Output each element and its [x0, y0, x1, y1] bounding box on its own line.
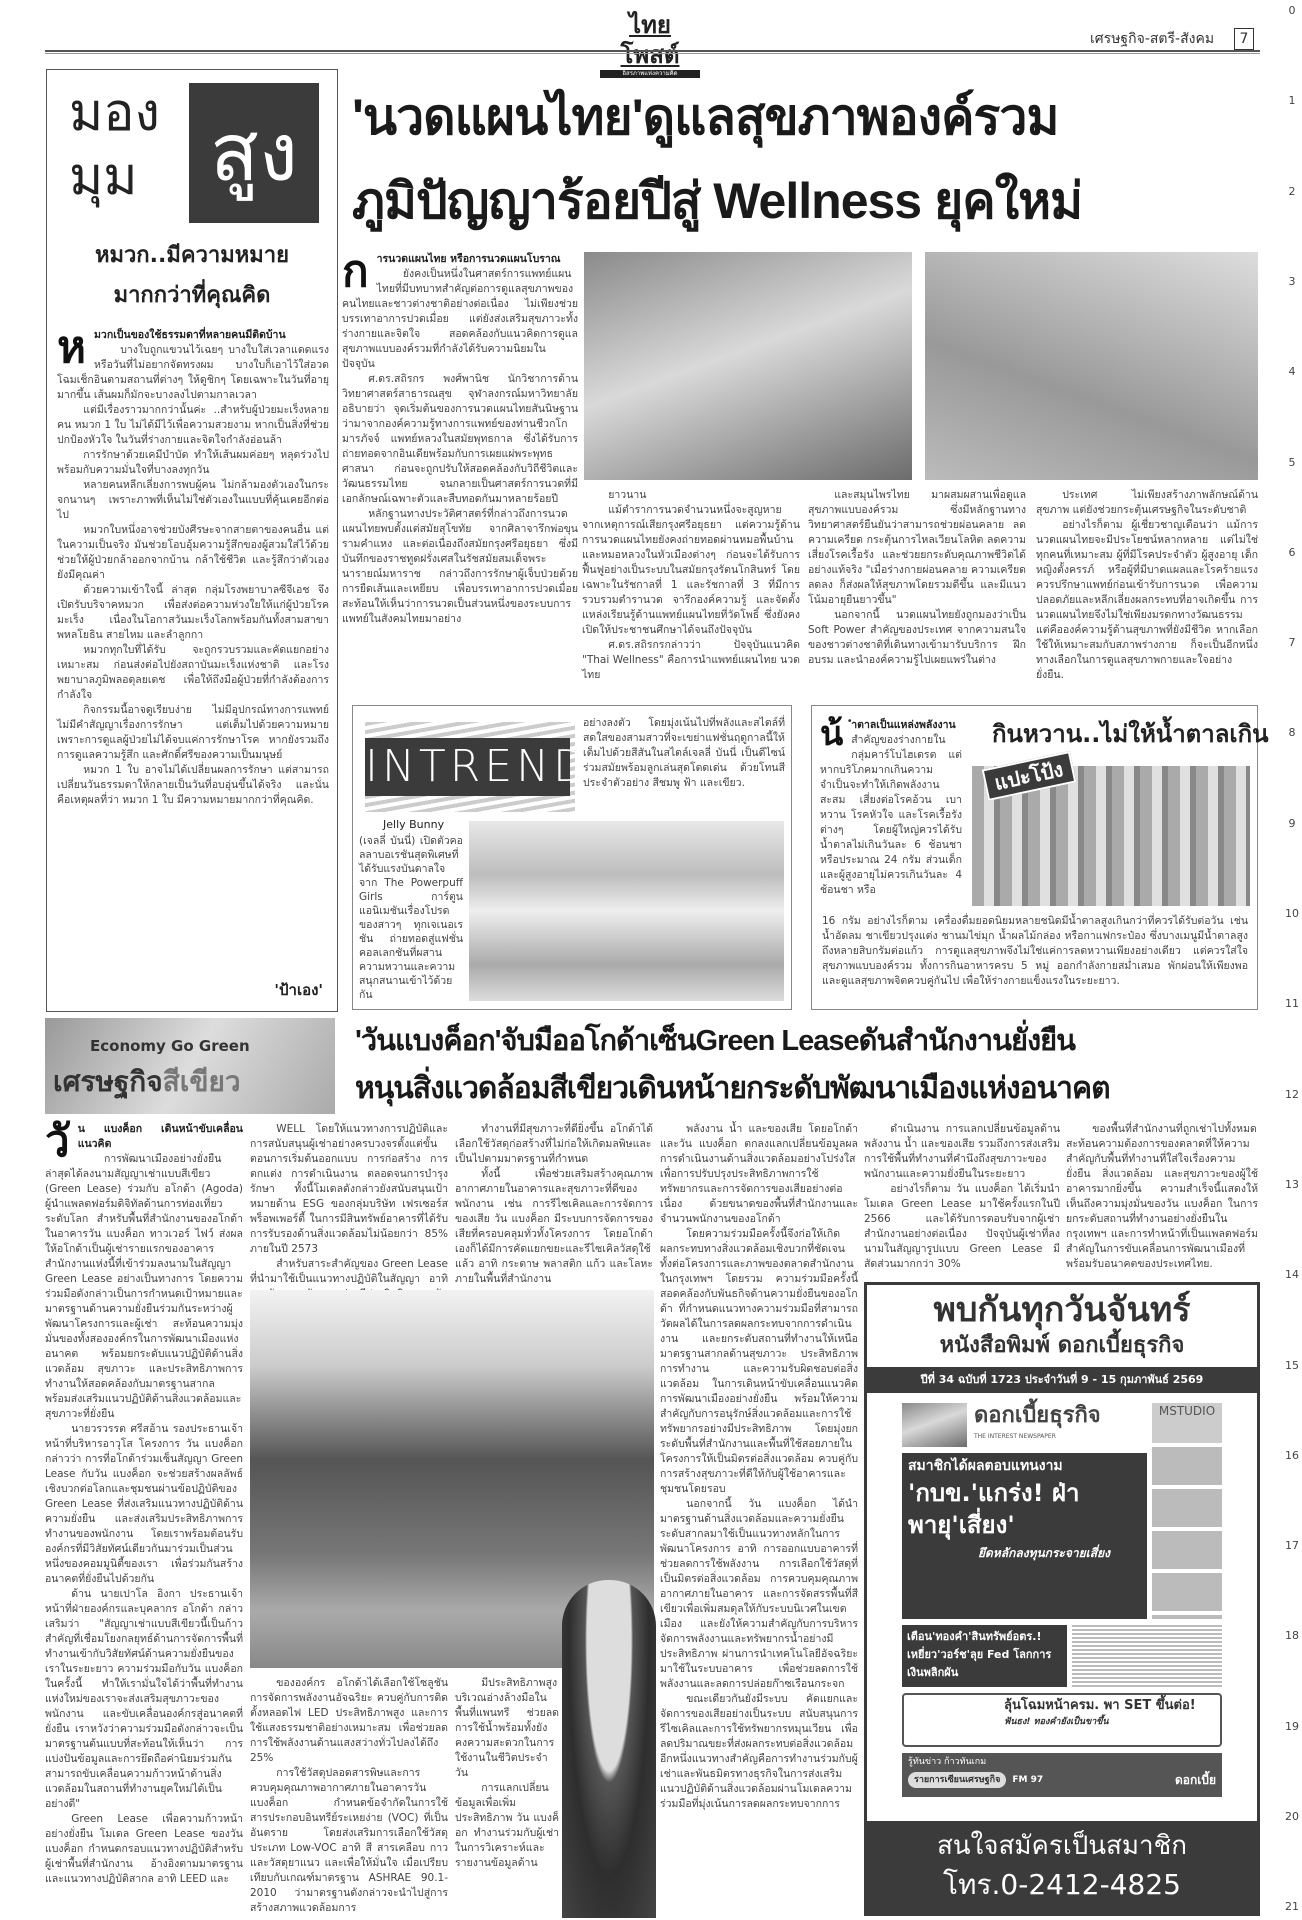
paragraph: อย่างไรก็ตาม วัน แบงค็อก ได้เริ่มนำโมเดล Green Lease มาใช้ครั้งแรกในปี 2566 และได้รับการตอบรับจากผู้เช่าสำนักงานอย่างต่อเนื่อง ปัจจุบันผู้เช่าที่ลงนามในสัญญารูปแบบ Green Lease มีสัดส่วนมากกว่า 30% [864, 1183, 1060, 1270]
ruler-mark: 10 [1285, 907, 1299, 920]
paragraphs [250, 1676, 448, 1916]
ruler-mark: 16 [1285, 1448, 1299, 1462]
paragraphs [808, 488, 1026, 668]
page-number: 7 [1234, 28, 1254, 50]
ruler-mark: 2 [1288, 184, 1296, 198]
paragraph: สำหรับสาระสำคัญของ Green Lease ที่นำมาใช้เป็นแนวทางปฏิบัติในสัญญา อาทิ [250, 1258, 448, 1285]
paragraph: ของพื้นที่สำนักงานที่ถูกเช่าไปทั้งหมด สะท้อนความต้องการของตลาดที่ให้ความสำคัญกับพื้นที่ทำงานที่ใส่ใจเรื่องความยั่งยืน สิ่งแวดล้อม และสุขภาวะของผู้ใช้อาคารมากยิ่งขึ้น ความสำเร็จนี้แสดงให้เห็นถึงความมุ่งมั่นของวัน แบงค็อก ในการยกระดับสถานที่ทำงานอย่างยั่งยืนในกรุงเทพฯ และการทำหน้าที่เป็นแพลตฟอร์มสำคัญในการขับเคลื่อนการพัฒนาเมืองที่พร้อมรับอนาคตของประเทศไทย. [1066, 1123, 1258, 1270]
ruler-mark: 4 [1288, 365, 1296, 379]
dokbia-subscription-ad[interactable]: พบกันทุกวันจันทร์ หนังสือพิมพ์ ดอกเบี้ยธุรกิจ ปีที่ 34 ฉบับที่ 1723 ประจำวันที่ 9 - 15 กุมภาพันธ์ 2569 ดอกเบี้ยธุรกิจ THE INTEREST NEWSPAPER MSTUDIO สมาชิกได้ผลตอบแทนงาม 'กบข.'แกร่ง! ฝ่าพายุ'เสี่ยง' ยึดหลักลงทุนกระจายเสี่ยง เตือน'ทองคำ'สินทรัพย์อตร.! เหยี่ยว'วอร์ช'ลุย Fed โลกการเงินพลิกผัน ลุ้นโฉมหน้าครม. พา SET ขึ้นต่อ! ฟันธง! ทองคำยังเป็นขาขึ้น รู้ทันข่าว ก้าวทันเกม รายการเซียนเศรษฐกิจ FM 97 ดอกเบี้ย สนใจสมัครเป็นสมาชิก โทร.0-2412-4825 [864, 1282, 1260, 1916]
ruler-mark: 15 [1285, 1358, 1299, 1372]
paragraph: กิจกรรมนี้อาจดูเรียบง่าย ไม่มีอุปกรณ์ทางการแพทย์ ไม่มีคำสัญญาเรื่องการรักษา แต่เต็มไปด้วยความหมาย เพราะการดูแลผู้ป่วยไม่ได้จบแค่การรักษาโรค หากยังรวมถึงการดูแลความรู้สึก และศักดิ์ศรีของความเป็นมนุษย์ [57, 704, 329, 761]
ruler-mark: 20 [1285, 1810, 1299, 1823]
green-col6 [1066, 1122, 1258, 1277]
paragraph: ขณะเดียวกันยังมีระบบ คัดแยกและจัดการของเสียอย่างเป็นระบบ สนับสนุนการรีไซเคิลและการใช้ทรัพยากรหมุนเวียน เพื่อลดปริมาณขยะที่ส่งผลกระทบต่อสิ่งแวดล้อม อีกหนึ่งแนวทางสำคัญคือการทำงานร่วมกับผู้เช่าและพันธมิตรทางธุรกิจในการส่งเสริมแนวปฏิบัติด้านสิ่งแวดล้อมผ่านโมเดลความร่วมมือที่มุ่งเน้นการลดผลกระทบจากการ [660, 1693, 858, 1810]
green-col3 [455, 1122, 653, 1284]
paragraph: โดยความร่วมมือครั้งนี้จึงก่อให้เกิดผลกระทบทางสิ่งแวดล้อมเชิงบวกที่ชัดเจน ทั้งต่อโครงการและภาพของตลาดสำนักงานในกรุงเทพฯ โดยรวม ความร่วมมือครั้งนี้สอดคล้องกับพันธกิจด้านความยั่งยืนของอโกด้า ที่กำหนดแนวทางความร่วมมือที่สามารถวัดผลได้ในการลดผลกระทบจากการดำเนินงาน และยกระดับสถานที่ทำงานให้เหนือมาตรฐานสากลด้านสุขภาวะ ประสิทธิภาพการทำงาน และความรับผิดชอบต่อสิ่งแวดล้อม ในการเดินหน้าขับเคลื่อนแนวคิดการพัฒนาเมืองอย่างยั่งยืน พร้อมให้ความสำคัญกับการอนุรักษ์สิ่งแวดล้อมและการใช้ทรัพยากรอย่างมีประสิทธิภาพ โดยมุ่งยกระดับพื้นที่สำนักงานและพื้นที่ใช้สอยภายในโครงการให้เป็นมิตรต่อสิ่งแวดล้อม ควบคู่กับการสร้างสุขภาวะที่ดีให้กับผู้ใช้อาคารและชุมชนโดยรอบ [660, 1228, 858, 1495]
paragraph: อย่างไรก็ตาม ผู้เชี่ยวชาญเตือนว่า แม้การนวดแผนไทยจะมีประโยชน์หลากหลาย แต่ไม่ใช่ทุกคนที่เหมาะสม ผู้ที่มีโรคประจำตัว ผู้สูงอายุ เด็ก หญิงตั้งครรภ์ หรือผู้ที่มีบาดแผลและโรคร้ายแรง ควรปรึกษาแพทย์ก่อนเข้ารับการนวด เพื่อความปลอดภัยและหลีกเลี่ยงผลกระทบที่อาจเกิดขึ้น การนวดแผนไทยจึงไม่ใช่เพียงมรดกทางวัฒนธรรม แต่คือองค์ความรู้ด้านสุขภาพที่ยังมีชีวิต หากเลือกใช้ให้เหมาะสมกับสภาพร่างกาย ก็จะเป็นอีกหนึ่งทางเลือกในการดูแลสุขภาพกายและใจอย่างยั่งยืน. [1036, 519, 1258, 681]
subscribe-cta[interactable]: สนใจสมัครเป็นสมาชิก โทร.0-2412-4825 [867, 1821, 1257, 1913]
paragraphs [45, 1152, 243, 1887]
paragraph: การใช้วัสดุปลอดสารพิษและการควบคุมคุณภาพอากาศภายในอาคารวัน แบงค็อก กำหนดข้อจำกัดในการใช้ สารประกอบอินทรีย์ระเหยง่าย (VOC) ที่เป็นอันตราย โดยส่งเสริมการเลือกใช้วัสดุประเภท Low-VOC อาทิ สี สารเคลือบ กาว และวัสดุยาแนว และเพื่อให้มั่นใจ เมื่อเปรียบเทียบกับเกณฑ์มาตรฐาน ASHRAE 90.1-2010 ว่ามาตรฐานดังกล่าวจะนำไปสู่การสร้างสภาพแวดล้อมการ [250, 1767, 448, 1914]
sugar-box [811, 705, 1269, 1010]
paragraph: พลังงาน น้ำ และของเสีย โดยอโกด้า และวัน แบงค็อก ตกลงแลกเปลี่ยนข้อมูลผลการดำเนินงานด้านสิ่งแวดล้อมอย่างโปร่งใส เพื่อการปรับปรุงประสิทธิภาพการใช้ทรัพยากรและการจัดการของเสียอย่างต่อเนื่อง ด้วยขนาดของพื้นที่สำนักงานและจำนวนพนักงานของอโกด้า [660, 1123, 858, 1225]
paragraphs [864, 1122, 1060, 1272]
sugar-body-bottom: 16 กรัม อย่างไรก็ตาม เครื่องดื่มยอดนิยมหลายชนิดมีน้ำตาลสูงเกินกว่าที่ควรได้รับต่อวัน เช่น น้ำอัดลม ชาเขียวปรุงแต่ง ชานมไข่มุก น้ำผลไม้กล่อง หรือกาแฟกระป๋อง ซึ่งบางเมนูมีน้ำตาลสูงถึงหลายสิบกรัมต่อแก้ว การดูแลสุขภาพจึงไม่ใช่แค่การลดหวานเพียงอย่างเดียว แต่ควรใส่ใจสุขภาพแบบองค์รวม ทั้งการกินอาหารครบ 5 หมู่ ออกกำลังกายสม่ำเสมอ พักผ่อนให้เพียงพอ และดูแลสุขภาพจิตควบคู่กันไป เพื่อให้ร่างกายแข็งแรงในระยะยาว. [822, 915, 1248, 987]
paragraphs [1066, 1122, 1258, 1272]
column-byline: 'ป้าเอง' [274, 981, 323, 999]
pae-pong-badge: แปะโป้ง [982, 751, 1076, 801]
paragraph: ดำเนินงาน การแลกเปลี่ยนข้อมูลด้านพลังงาน น้ำ และของเสีย รวมถึงการส่งเสริมการใช้พื้นที่ทำงานที่คำนึงถึงสุขภาวะของพนักงานและความยั่งยืนในระยะยาว [864, 1123, 1060, 1180]
ruler-mark: 19 [1285, 1719, 1299, 1733]
ad-cover-preview: ดอกเบี้ยธุรกิจ THE INTEREST NEWSPAPER MSTUDIO สมาชิกได้ผลตอบแทนงาม 'กบข.'แกร่ง! ฝ่าพายุ'เสี่ยง' ยึดหลักลงทุนกระจายเสี่ยง เตือน'ทองคำ'สินทรัพย์อตร.! เหยี่ยว'วอร์ช'ลุย Fed โลกการเงินพลิกผัน ลุ้นโฉมหน้าครม. พา SET ขึ้นต่อ! ฟันธง! ทองคำยังเป็นขาขึ้น รู้ทันข่าว ก้าวทันเกม รายการเซียนเศรษฐกิจ FM 97 ดอกเบี้ย [902, 1399, 1222, 1799]
column-logo: มอง มุม สูง [57, 83, 327, 223]
green-col4 [660, 1122, 858, 1917]
paragraph: ยังคงเป็นหนึ่งในศาสตร์การแพทย์แผนไทยที่มีบทบาทสำคัญต่อการดูแลสุขภาพของคนไทยและชาวต่างชาติอย่างต่อเนื่อง ไม่เพียงช่วยบรรเทาอาการปวดเมื่อย แต่ยังส่งเสริมสุขภาวะทั้งร่างกายและจิตใจ สอดคล้องกับแนวคิดการดูแลสุขภาพแบบองค์รวมที่กำลังได้รับความนิยมในปัจจุบัน [342, 268, 578, 370]
paragraph: แต่มีเรื่องราวมากกว่านั้นค่ะ ..สำหรับผู้ป่วยมะเร็งหลายคน หมวก 1 ใบ ไม่ได้มีไว้เพื่อความสวยงาม หากเป็นสิ่งที่ช่วยปกป้องหัวใจ ในวันที่ร่างกายและจิตใจกำลังอ่อนล้า [57, 404, 329, 446]
green-col2-top [250, 1122, 448, 1284]
green-col5 [864, 1122, 1060, 1277]
paragraph: บางใบถูกแขวนไว้เฉยๆ บางใบใส่เวลาแดดแรง หรือวันที่ไม่อยากจัดทรงผม บางใบก็เอาไว้ใส่อวดโฉมเช็กอินตามสถานที่ต่างๆ ให้ดูชิกๆ โดยเฉพาะในวันที่อายุมากขึ้น เส้นผมก็มักจะบางลงไปตามกาลเวลา [57, 344, 329, 401]
intrend-brand: Jelly Bunny [383, 818, 445, 831]
ruler-mark: 8 [1288, 726, 1296, 740]
sugar-body-top: น้ ำตาลเป็นแหล่งพลังงาน สำคัญของร่างกายในกลุ่มคาร์โบไฮเดรต แต่หากบริโภคมากเกินความจำเป็นจะทำให้เกิดพลังงานสะสม เสี่ยงต่อโรคอ้วน เบาหวาน โรคหัวใจ และโรคเรื้อรังต่างๆ โดยผู้ใหญ่ควรได้รับน้ำตาลไม่เกินวันละ 6 ช้อนชา หรือประมาณ 24 กรัม ส่วนเด็กและผู้สูงอายุไม่ควรเกินวันละ 4 ช้อนชา หรือ [820, 714, 962, 896]
paragraphs [582, 488, 800, 683]
radio-show-banner: รู้ทันข่าว ก้าวทันเกม รายการเซียนเศรษฐกิจ FM 97 ดอกเบี้ย [902, 1753, 1222, 1797]
paragraph: ทำงานที่มีสุขภาวะที่ดียิ่งขึ้น อโกด้าได้เลือกใช้วัสดุก่อสร้างที่ไม่ก่อให้เกิดมลพิษและเป็นไปตามมาตรฐานที่กำหนด [455, 1123, 653, 1165]
paragraphs [455, 1122, 653, 1287]
paragraph: หมวก 1 ใบ อาจไม่ได้เปลี่ยนผลการรักษา แต่สามารถเปลี่ยนวันธรรมดาให้กลายเป็นวันที่อบอุ่นขึ้นได้จริง และนั่นคือเหตุผลที่ว่า หมวก 1 ใบ มีความหมายมากกว่าที่คุณคิด. [57, 764, 329, 806]
massage-col3 [808, 488, 1026, 698]
paragraph: การแลกเปลี่ยนข้อมูลเพื่อเพิ่มประสิทธิภาพ วัน แบงค็อก ทำงานร่วมกับผู้เช่าในการวิเคราะห์และรายงานข้อมูลด้าน [455, 1782, 559, 1869]
paragraph: หลายคนหลีกเลี่ยงการพบผู้คน ไม่กล้ามองตัวเองในกระจกนานๆ เพราะภาพที่เห็นไม่ใช่ตัวเองในแบบที่คุ้นเคยอีกต่อไป [57, 479, 329, 521]
sugar-title: กินหวาน..ไม่ให้น้ำตาลเกิน [992, 720, 1269, 748]
ruler-mark: 5 [1288, 455, 1296, 469]
paragraph: ศ.ดร.สถิรกรกล่าวว่า ปัจจุบันแนวคิด "Thai Wellness" คือการนำแพทย์แผนไทย นวดไทย [582, 639, 800, 681]
ruler-mark: 13 [1285, 1177, 1299, 1191]
ruler-mark: 6 [1288, 545, 1296, 559]
paragraph: มีประสิทธิภาพสูงบริเวณอ่างล้างมือในพื้นที่แพนทรี ช่วยลดการใช้น้ำพร้อมทั้งยังคงความสะดวกในการใช้งานในชีวิตประจำวัน [455, 1677, 559, 1779]
paragraph: Green Lease เพื่อความก้าวหน้าอย่างยั่งยืน โมเดล Green Lease ของวัน แบงค็อก กำหนดกรอบแนวทางปฏิบัติสำหรับผู้เช่าพื้นที่สำนักงาน อ้างอิงตามมาตรฐานและแนวทางปฏิบัติสากล อาทิ LEED และ [45, 1813, 243, 1885]
thai-massage-photo-1 [584, 252, 912, 480]
green-col2b-narrow [455, 1676, 559, 1916]
massage-col4 [1036, 488, 1258, 698]
paragraph: หลักฐานทางประวัติศาสตร์ที่กล่าวถึงการนวดแผนไทยพบตั้งแต่สมัยสุโขทัย จากศิลาจารึกพ่อขุนรามคำแหง และต่อเนื่องถึงสมัยกรุงศรีอยุธยา ซึ่งมีบันทึกของราชทูตฝรั่งเศสในรัชสมัยสมเด็จพระนารายณ์มหาราช กล่าวถึงการรักษาผู้เจ็บป่วยด้วยการยืดเส้นและเหยียบ เพื่อบรรเทาอาการปวดเมื่อย สะท้อนให้เห็นว่าการนวดเป็นส่วนหนึ่งของระบบการแพทย์ในสังคมไทยมาอย่าง [342, 508, 578, 625]
column-title: หมวก..มีความหมายมากกว่าที่คุณคิด [94, 243, 290, 308]
green-col1: วั น แบงค็อก เดินหน้าขับเคลื่อนแนวคิด การพัฒนาเมืองอย่างยั่งยืน ล่าสุดได้ลงนามสัญญาเช่าแบบสีเขียว (Green Lease) ร่วมกับ อโกด้า (Agoda) ผู้นำแพลตฟอร์มดิจิทัลด้านการท่องเที่ยวระดับโลก สำหรับพื้นที่สำนักงานของอโกด้าในอาคารวัน แบงค็อก ทาวเวอร์ ไฟว์ ส่งผลให้อโกด้าเป็นผู้เช่ารายแรกของอาคารสำนักงานแห่งนี้ที่เข้าร่วมลงนามในสัญญา Green Lease อย่างเป็นทางการ โดยความร่วมมือดังกล่าวเป็นการกำหนดเป้าหมายและมาตรฐานด้านความยั่งยืนร่วมกันระหว่างผู้พัฒนาโครงการและผู้เช่า สะท้อนความมุ่งมั่นของทั้งสององค์กรในการพัฒนาเมืองแห่งอนาคต พร้อมยกระดับแนวปฏิบัติด้านสิ่งแวดล้อม สุขภาวะ และประสิทธิภาพการทำงานให้สอดคล้องกับมาตรฐานสากล พร้อมส่งเสริมแนวปฏิบัติด้านสิ่งแวดล้อมและสุขภาวะที่ยั่งยืน นายวรวรรต ศรีสอ้าน รองประธานเจ้าหน้าที่บริหารอาวุโส โครงการ วัน แบงค็อก กล่าวว่า การที่อโกด้าร่วมเซ็นสัญญา Green Lease กับวัน แบงค็อก จะช่วยสร้างผลลัพธ์เชิงบวกต่อโลกและชุมชนผ่านข้อปฏิบัติของ Green Lease ที่ส่งเสริมแนวทางปฏิบัติด้านความยั่งยืน และส่งเสริมประสิทธิภาพการทำงานของพนักงาน โดยเราพร้อมต้อนรับองค์กรที่มีวิสัยทัศน์เดียวกันมาร่วมเป็นส่วนหนึ่งของคอมมูนิตี้ของเรา เพื่อร่วมกันสร้างอนาคตที่ยั่งยืนไปด้วยกัน ด้าน นายเปาโล อิงกา ประธานเจ้าหน้าที่ฝ่ายองค์กรและบุคลากร อโกด้า กล่าวเสริมว่า "สัญญาเช่าแบบสีเขียวนี้เป็นก้าวสำคัญที่เชื่อมโยงกลยุทธ์ด้านการจัดการพื้นที่ทำงานเข้ากับวิสัยทัศน์ด้านความยั่งยืนของเราในระยะยาว ความร่วมมือกับวัน แบงค็อก ในครั้งนี้ ทำให้เรามั่นใจได้ว่าพื้นที่ทำงานแห่งใหม่ของเราจะส่งเสริมสุขภาวะของพนักงาน และขับเคลื่อนองค์กรสู่อนาคตที่ยั่งยืน เราหวังว่าความร่วมมือดังกล่าวจะเป็นมาตรฐานต้นแบบที่สะท้อนให้เห็นว่า การแบ่งปันข้อมูลและการยึดถือค่านิยมร่วมกันสามารถขับเคลื่อนความก้าวหน้าด้านสิ่งแวดล้อมในสถานที่ทำงานยุคใหม่ได้เป็นอย่างดี" Green Lease เพื่อความก้าวหน้าอย่างยั่งยืน โมเดล Green Lease ของวัน แบงค็อก กำหนดกรอบแนวทางปฏิบัติสำหรับผู้เช่าพื้นที่สำนักงาน อ้างอิงตามมาตรฐานและแนวทางปฏิบัติสากล อาทิ LEED และ [45, 1116, 244, 1885]
massage-headline-line2: ภูมิปัญญาร้อยปีสู่ Wellness ยุคใหม่ [352, 173, 1083, 229]
intrend-box [352, 705, 792, 1010]
paragraph: นายวรวรรต ศรีสอ้าน รองประธานเจ้าหน้าที่บริหารอาวุโส โครงการ วัน แบงค็อก กล่าวว่า การที่อโกด้าร่วมเซ็นสัญญา Green Lease กับวัน แบงค็อก จะช่วยสร้างผลลัพธ์เชิงบวกต่อโลกและชุมชนผ่านข้อปฏิบัติของ Green Lease ที่ส่งเสริมแนวทางปฏิบัติด้านความยั่งยืน และส่งเสริมประสิทธิภาพการทำงานของพนักงาน โดยเราพร้อมต้อนรับองค์กรที่มีวิสัยทัศน์เดียวกันมาร่วมเป็นส่วนหนึ่งของคอมมูนิตี้ของเรา เพื่อร่วมกันสร้างอนาคตที่ยั่งยืนไปด้วยกัน [45, 1423, 243, 1585]
paragraph: ขององค์กร อโกด้าได้เลือกใช้โซลูชันการจัดการพลังงานอัจฉริยะ ควบคู่กับการติดตั้งหลอดไฟ LED ประสิทธิภาพสูง และการใช้แสงธรรมชาติอย่างเหมาะสม เพื่อช่วยลดการใช้พลังงานด้านแสงสว่างทั่วไปลงได้ถึง 25% [250, 1677, 448, 1764]
massage-col1: ก ารนวดแผนไทย หรือการนวดแผนโบราณ ยังคงเป็นหนึ่งในศาสตร์การแพทย์แผนไทยที่มีบทบาทสำคัญต่อการดูแลสุขภาพของคนไทยและชาวต่างชาติอย่างต่อเนื่อง ไม่เพียงช่วยบรรเทาอาการปวดเมื่อย แต่ยังส่งเสริมสุขภาวะทั้งร่างกายและจิตใจ สอดคล้องกับแนวคิดการดูแลสุขภาพแบบองค์รวมที่กำลังได้รับความนิยมในปัจจุบัน ศ.ดร.สถิรกร พงศ์พานิช นักวิชาการด้านวิทยาศาสตร์สาธารณสุข จุฬาลงกรณ์มหาวิทยาลัย อธิบายว่า จุดเริ่มต้นของการนวดแผนไทยสันนิษฐานว่ามาจากองค์ความรู้ทางการแพทย์ของท่านชีวกโกมารภัจจ์ แพทย์หลวงในสมัยพุทธกาล ซึ่งได้รับการถ่ายทอดจากอินเดียพร้อมกับการเผยแผ่พระพุทธศาสนา ก่อนจะถูกปรับให้สอดคล้องกับวิถีชีวิตและวัฒนธรรมไทย จนกลายเป็นศาสตร์การนวดที่มีเอกลักษณ์เฉพาะตัวและสืบทอดกันมาหลายร้อยปี หลักฐานทางประวัติศาสตร์ที่กล่าวถึงการนวดแผนไทยพบตั้งแต่สมัยสุโขทัย จากศิลาจารึกพ่อขุนรามคำแหง และต่อเนื่องถึงสมัยกรุงศรีอยุธยา ซึ่งมีบันทึกของราชทูตฝรั่งเศสในรัชสมัยสมเด็จพระนารายณ์มหาราช กล่าวถึงการรักษาผู้เจ็บป่วยด้วยการยืดเส้นและเหยียบ เพื่อบรรเทาอาการปวดเมื่อย สะท้อนให้เห็นว่าการนวดเป็นส่วนหนึ่งของระบบการแพทย์ในสังคมไทยมาอย่าง [342, 246, 578, 625]
paragraph: การรักษาด้วยเคมีบำบัด ทำให้เส้นผมค่อยๆ หลุดร่วงไป พร้อมกับความมั่นใจที่บางลงทุกวัน [57, 449, 329, 476]
green-col2-bottom [250, 1676, 448, 1916]
paragraph: หมวกทุกใบที่ได้รับ จะถูกรวบรวมและคัดแยกอย่างเหมาะสม ก่อนส่งต่อไปยังสถาบันมะเร็งแห่งชาติ และโรงพยาบาลภูมิพลอดุลยเดช เพื่อให้ถึงมือผู้ป่วยที่กำลังต้องการกำลังใจ [57, 644, 329, 701]
ruler-mark: 14 [1285, 1268, 1299, 1282]
paragraph: ยาวนาน [608, 489, 647, 501]
paragraphs [342, 267, 578, 627]
paragraph: ประเทศ ไม่เพียงสร้างภาพลักษณ์ด้านสุขภาพ แต่ยังช่วยกระตุ้นเศรษฐกิจในระดับชาติ [1036, 489, 1258, 516]
executive-portrait-photo [562, 1580, 656, 1918]
paragraphs [1036, 488, 1258, 683]
ruler-mark: 11 [1285, 997, 1299, 1011]
paragraph: ทั้งนี้ เพื่อช่วยเสริมสร้างคุณภาพอากาศภายในอาคารและสุขภาวะที่ดีของพนักงาน เช่น การรีไซเคิลและการจัดการของเสีย วัน แบงค็อก มีระบบการจัดการของเสียที่ครอบคลุมทั่วทั้งโครงการ โดยอโกด้าเองก็ได้มีการคัดแยกขยะและรีไซเคิลวัสดุใช้แล้ว อาทิ กระดาษ พลาสติก แก้ว และโลหะ ภายในพื้นที่สำนักงาน [455, 1168, 653, 1285]
green-headline-line1: 'วันแบงค็อก'จับมืออโกด้าเซ็นGreen Leaseดันสำนักงานยั่งยืน [355, 1025, 1075, 1057]
intrend-intro: อย่างลงตัว โดยมุ่งเน้นไปที่พลังและสไตล์ที่สดใสของสามสาวที่จะเขย่าแฟชั่นฤดูกาลนี้ให้เต็มไปด้วยสีสันในสไตล์เจลลี่ บันนี่ เป็นดีไซน์ร่วมสมัยพร้อมลูกเล่นสุดโดดเด่น ด้วยโทนสีประจำตัวอย่าง สีชมพู ฟ้า และเขียว. [583, 717, 785, 789]
ruler-mark: 0 [1288, 4, 1296, 17]
ruler-mark: 21 [1285, 1900, 1299, 1914]
intrend-logo: INTREND [365, 722, 575, 812]
massage-col2 [582, 488, 800, 698]
paragraph: และสมุนไพรไทย มาผสมผสานเพื่อดูแลสุขภาพแบบองค์รวม ซึ่งมีหลักฐานทางวิทยาศาสตร์ยืนยันว่าสามารถช่วยผ่อนคลาย ลดความเครียด กระตุ้นการไหลเวียนโลหิต ลดความเสี่ยงโรคเรื้อรัง และช่วยยกระดับคุณภาพชีวิตได้อย่างแท้จริง "เมื่อร่างกายผ่อนคลาย ความเครียดลดลง ก็ส่งผลให้สุขภาพโดยรวมดีขึ้น และมีแนวโน้มอายุยืนยาวขึ้น" [808, 489, 1026, 606]
paragraphs [57, 343, 329, 808]
ruler-mark: 9 [1288, 816, 1296, 830]
ruler-mark: 18 [1285, 1629, 1299, 1643]
ruler-mark: 17 [1285, 1539, 1299, 1553]
paragraph: WELL โดยให้แนวทางการปฏิบัติและการสนับสนุนผู้เช่าอย่างครบวงจรตั้งแต่ขั้นตอนการเริ่มต้นออกแบบ การก่อสร้าง การตกแต่ง การดำเนินงาน ตลอดจนการบำรุงรักษา ทั้งนี้โมเดลดังกล่าวยังสนับสนุนเป้าหมายด้าน ESG ของกลุ่มบริษัท เฟรเซอร์ส พร็อพเพอร์ตี้ ในการมีสินทรัพย์อาคารที่ได้รับการรับรองด้านสิ่งแวดล้อมไม่น้อยกว่า 85% ภายในปี 2573 [250, 1123, 448, 1255]
ruler-mark: 3 [1288, 274, 1296, 288]
thai-massage-photo-2 [925, 252, 1258, 480]
green-headline-line2: หนุนสิ่งแวดล้อมสีเขียวเดินหน้ายกระดับพัฒนาเมืองแห่งอนาคต [355, 1072, 1110, 1105]
paragraph: ศ.ดร.สถิรกร พงศ์พานิช นักวิชาการด้านวิทยาศาสตร์สาธารณสุข จุฬาลงกรณ์มหาวิทยาลัย อธิบายว่า จุดเริ่มต้นของการนวดแผนไทยสันนิษฐานว่ามาจากองค์ความรู้ทางการแพทย์ของท่านชีวกโกมารภัจจ์ แพทย์หลวงในสมัยพุทธกาล ซึ่งได้รับการถ่ายทอดจากอินเดียพร้อมกับการเผยแผ่พระพุทธศาสนา ก่อนจะถูกปรับให้สอดคล้องกับวิถีชีวิตและวัฒนธรรมไทย จนกลายเป็นศาสตร์การนวดที่มีเอกลักษณ์เฉพาะตัวและสืบทอดกันมาหลายร้อยปี [342, 373, 578, 505]
masthead-rule [45, 50, 1260, 54]
ruler-mark: 12 [1285, 1087, 1299, 1101]
economy-go-green-logo: Economy Go Green เศรษฐกิจสีเขียว [45, 1018, 335, 1114]
column-body: ห มวกเป็นของใช้ธรรมดาที่หลายคนมีติดบ้าน บางใบถูกแขวนไว้เฉยๆ บางใบใส่เวลาแดดแรง หรือวันที่ไม่อยากจัดทรงผม บางใบก็เอาไว้ใส่อวดโฉมเช็กอินตามสถานที่ต่างๆ ให้ดูชิกๆ โดยเฉพาะในวันที่อายุมากขึ้น เส้นผมก็มักจะบางลงไปตามกาลเวลา แต่มีเรื่องราวมากกว่านั้นค่ะ ..สำหรับผู้ป่วยมะเร็งหลายคน หมวก 1 ใบ ไม่ได้มีไว้เพื่อความสวยงาม หากเป็นสิ่งที่ช่วยปกป้องหัวใจ ในวันที่ร่างกายและจิตใจกำลังอ่อนล้า การรักษาด้วยเคมีบำบัด ทำให้เส้นผมค่อยๆ หลุดร่วงไป พร้อมกับความมั่นใจที่บางลงทุกวัน หลายคนหลีกเลี่ยงการพบผู้คน ไม่กล้ามองตัวเองในกระจกนานๆ เพราะภาพที่เห็นไม่ใช่ตัวเองในแบบที่คุ้นเคยอีกต่อไป หมวกใบหนึ่งอาจช่วยบังศีรษะจากสายตาของคนอื่น แต่ในความเป็นจริง มันช่วยโอบอุ้มความรู้สึกของผู้สวมใส่ไว้ด้วย ช่วยให้ผู้ป่วยกล้าออกจากบ้าน กล้าใช้ชีวิต และรู้สึกว่าตัวเองยังมีคุณค่า ด้วยความเข้าใจนี้ ล่าสุด กลุ่มโรงพยาบาลซีจีเอช จึงเปิดรับบริจาคหมวก เพื่อส่งต่อความห่วงใยให้แก่ผู้ป่วยโรคมะเร็ง เนื่องในโอกาสวันมะเร็งโลกพร้อมกันทั้งสามสาขา พหลโยธิน สายไหม และลำลูกกา หมวกทุกใบที่ได้รับ จะถูกรวบรวมและคัดแยกอย่างเหมาะสม ก่อนส่งต่อไปยังสถาบันมะเร็งแห่งชาติ และโรงพยาบาลภูมิพลอดุลยเดช เพื่อให้ถึงมือผู้ป่วยที่กำลังต้องการกำลังใจ กิจกรรมนี้อาจดูเรียบง่าย ไม่มีอุปกรณ์ทางการแพทย์ ไม่มีคำสัญญาเรื่องการรักษา แต่เต็มไปด้วยความหมาย เพราะการดูแลผู้ป่วยไม่ได้จบแค่การรักษาโรค หากยังรวมถึงการดูแลความรู้สึก และศักดิ์ศรีของความเป็นมนุษย์ หมวก 1 ใบ อาจไม่ได้เปลี่ยนผลการรักษา แต่สามารถเปลี่ยนวันธรรมดาให้กลายเป็นวันที่อบอุ่นขึ้นได้จริง และนั่นคือเหตุผลที่ว่า หมวก 1 ใบ มีความหมายมากกว่าที่คุณคิด. [57, 322, 329, 806]
paragraph: นอกจากนี้ วัน แบงค็อก ได้นำมาตรฐานด้านสิ่งแวดล้อมและความยั่งยืนระดับสากลมาใช้เป็นแนวทางหลักในการพัฒนาโครงการ อาทิ การออกแบบอาคารที่ช่วยลดการใช้พลังงาน การเลือกใช้วัสดุที่เป็นมิตรต่อสิ่งแวดล้อม การควบคุมคุณภาพอากาศภายในอาคาร และการจัดสรรพื้นที่สีเขียวเพื่อเพิ่มสมดุลให้กับระบบนิเวศในเขตเมือง และยังให้ความสำคัญกับการบริหารจัดการพลังงานและทรัพยากรน้ำอย่างมีประสิทธิภาพ ผ่านการนำเทคโนโลยีอัจฉริยะมาใช้ในระบบอาคาร เพื่อช่วยลดการใช้พลังงานและลดการปล่อยก๊าซเรือนกระจก [660, 1498, 858, 1690]
paragraph: ด้วยความเข้าใจนี้ ล่าสุด กลุ่มโรงพยาบาลซีจีเอช จึงเปิดรับบริจาคหมวก เพื่อส่งต่อความห่วงใยให้แก่ผู้ป่วยโรคมะเร็ง เนื่องในโอกาสวันมะเร็งโลกพร้อมกันทั้งสามสาขา พหลโยธิน สายไหม และลำลูกกา [57, 584, 329, 641]
intrend-body: (เจลลี่ บันนี่) เปิดตัวคอลลาบอเรชันสุดพิเศษที่ได้รับแรงบันดาลใจจาก The Powerpuff Girls การ์ตูนแอนิเมชันเรื่องโปรดของสาวๆ ทุกเจเนอเรชัน ถ่ายทอดสู่แฟชั่นคอลเลกชันที่ผสานความหวานและความสนุกสนานเข้าไว้ด้วยกัน [359, 835, 463, 1001]
paragraphs [455, 1676, 559, 1871]
powerpuff-collection-photo [469, 821, 784, 1001]
ruler-mark: 1 [1288, 94, 1296, 108]
paragraph: หมวกใบหนึ่งอาจช่วยบังศีรษะจากสายตาของคนอื่น แต่ในความเป็นจริง มันช่วยโอบอุ้มความรู้สึกของผู้สวมใส่ไว้ด้วย ช่วยให้ผู้ป่วยกล้าออกจากบ้าน กล้าใช้ชีวิต และรู้สึกว่าตัวเองยังมีคุณค่า [57, 524, 329, 581]
ruler-mark: 7 [1288, 636, 1296, 650]
paragraph: การพัฒนาเมืองอย่างยั่งยืน ล่าสุดได้ลงนามสัญญาเช่าแบบสีเขียว (Green Lease) ร่วมกับ อโกด้า (Agoda) ผู้นำแพลตฟอร์มดิจิทัลด้านการท่องเที่ยวระดับโลก สำหรับพื้นที่สำนักงานของอโกด้าในอาคารวัน แบงค็อก ทาวเวอร์ ไฟว์ ส่งผลให้อโกด้าเป็นผู้เช่ารายแรกของอาคารสำนักงานแห่งนี้ที่เข้าร่วมลงนามในสัญญา Green Lease อย่างเป็นทางการ โดยความร่วมมือดังกล่าวเป็นการกำหนดเป้าหมายและมาตรฐานด้านความยั่งยืนร่วมกันระหว่างผู้พัฒนาโครงการและผู้เช่า สะท้อนความมุ่งมั่นของทั้งสององค์กรในการพัฒนาเมืองแห่งอนาคต พร้อมยกระดับแนวปฏิบัติด้านสิ่งแวดล้อม สุขภาวะ และประสิทธิภาพการทำงานให้สอดคล้องกับมาตรฐานสากล พร้อมส่งเสริมแนวปฏิบัติด้านสิ่งแวดล้อมและสุขภาวะที่ยั่งยืน [45, 1153, 243, 1420]
paragraph: ด้าน นายเปาโล อิงกา ประธานเจ้าหน้าที่ฝ่ายองค์กรและบุคลากร อโกด้า กล่าวเสริมว่า "สัญญาเช่าแบบสีเขียวนี้เป็นก้าวสำคัญที่เชื่อมโยงกลยุทธ์ด้านการจัดการพื้นที่ทำงานเข้ากับวิสัยทัศน์ด้านความยั่งยืนของเราในระยะยาว ความร่วมมือกับวัน แบงค็อก ในครั้งนี้ ทำให้เรามั่นใจได้ว่าพื้นที่ทำงานแห่งใหม่ของเราจะส่งเสริมสุขภาวะของพนักงาน และขับเคลื่อนองค์กรสู่อนาคตที่ยั่งยืน เราหวังว่าความร่วมมือดังกล่าวจะเป็นมาตรฐานต้นแบบที่สะท้อนให้เห็นว่า การแบ่งปันข้อมูลและการยึดถือค่านิยมร่วมกันสามารถขับเคลื่อนความก้าวหน้าด้านสิ่งแวดล้อมในสถานที่ทำงานยุคใหม่ได้เป็นอย่างดี" [45, 1588, 244, 1810]
section-name: เศรษฐกิจ-สตรี-สังคม [1090, 31, 1215, 47]
paragraph: นอกจากนี้ นวดแผนไทยยังถูกมองว่าเป็น Soft Power สำคัญของประเทศ จากความสนใจของชาวต่างชาติที่เดินทางเข้ามารับบริการ ฝึกอบรม และนำองค์ความรู้ไปเผยแพร่ในต่าง [808, 609, 1026, 666]
masthead-logo: ไทยโพสต์ อิสรภาพแห่งความคิด [600, 10, 700, 78]
paragraph: แม้ตำราการนวดจำนวนหนึ่งจะสูญหายจากเหตุการณ์เสียกรุงศรีอยุธยา แต่ความรู้ด้านการนวดแผนไทยยังคงถ่ายทอดผ่านหมอพื้นบ้านและหมอหลวงในหัวเมืองต่างๆ ก่อนจะได้รับการฟื้นฟูอย่างเป็นระบบในสมัยกรุงรัตนโกสินทร์ โดยเฉพาะในรัชกาลที่ 1 และรัชกาลที่ 3 ที่มีการรวบรวมตำรานวด จารึกองค์ความรู้ และจัดตั้งแหล่งเรียนรู้ด้านแพทย์แผนไทยที่วัดโพธิ์ ซึ่งยังคงเปิดให้ประชาชนศึกษาได้จนถึงปัจจุบัน [582, 504, 800, 636]
column-mong-mum-sung [46, 69, 338, 1012]
paragraphs [660, 1122, 858, 1812]
massage-headline-line1: 'นวดแผนไทย'ดูแลสุขภาพองค์รวม [352, 89, 1059, 145]
